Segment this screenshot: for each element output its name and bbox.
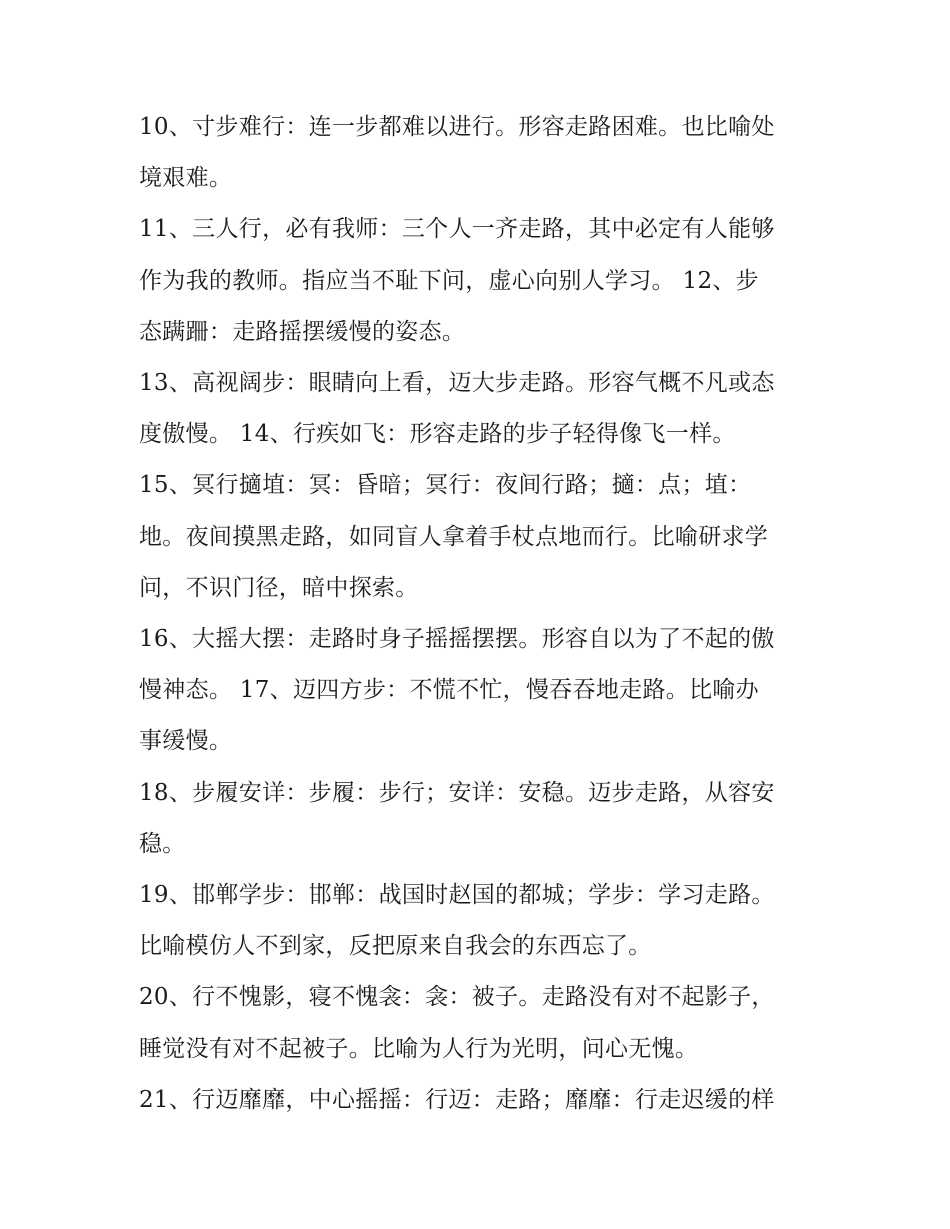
entry-11 — [139, 204, 819, 358]
entry-18 — [139, 768, 819, 870]
entry-19 — [139, 870, 819, 972]
entry-21 — [139, 1075, 819, 1126]
entry-15-line-3: 问，不识门径，暗中探索。 — [139, 574, 419, 601]
entry-15 — [139, 460, 819, 614]
entry-15-line-2: 地。夜间摸黑走路，如同盲人拿着手杖点地而行。比喻研求学 — [139, 523, 769, 550]
entry-13-line-1: 13、高视阔步：眼睛向上看，迈大步走路。形容气概不凡或态 — [139, 370, 775, 397]
entry-20 — [139, 972, 819, 1074]
document-body — [139, 102, 819, 1126]
entry-20-line-1: 20、行不愧影，寝不愧衾：衾：被子。走路没有对不起影子， — [139, 984, 775, 1011]
entry-15-line-1: 15、冥行擿埴：冥：昏暗；冥行：夜间行路；擿：点；埴： — [139, 472, 752, 499]
entry-11-line-2: 作为我的教师。指应当不耻下问，虚心向别人学习。 12、步 — [139, 267, 759, 294]
entry-10-line-1: 10、寸步难行：连一步都难以进行。形容走路困难。也比喻处 — [139, 114, 775, 140]
entry-16 — [139, 614, 819, 768]
entry-20-line-2: 睡觉没有对不起被子。比喻为人行为光明，问心无愧。 — [139, 1035, 699, 1062]
entry-16-line-1: 16、大摇大摆：走路时身子摇摇摆摆。形容自以为了不起的傲 — [139, 626, 775, 653]
entry-19-line-1: 19、邯郸学步：邯郸：战国时赵国的都城；学步：学习走路。 — [139, 882, 775, 909]
entry-11-line-3: 态蹒跚：走路摇摆缓慢的姿态。 — [139, 318, 466, 345]
entry-13 — [139, 358, 819, 460]
entry-13-line-2: 度傲慢。 14、行疾如飞：形容走路的步子轻得像飞一样。 — [139, 421, 736, 448]
entry-19-line-2: 比喻模仿人不到家，反把原来自我会的东西忘了。 — [139, 933, 652, 960]
entry-21-line-1: 21、行迈靡靡，中心摇摇：行迈：走路；靡靡：行走迟缓的样 — [139, 1086, 775, 1113]
entry-16-line-3: 事缓慢。 — [139, 728, 233, 755]
entry-18-line-2: 稳。 — [139, 830, 186, 857]
entry-11-line-1: 11、三人行，必有我师：三个人一齐走路，其中必定有人能够 — [139, 216, 775, 243]
entry-10-line-2: 境艰难。 — [139, 165, 233, 192]
entry-16-line-2: 慢神态。 17、迈四方步：不慌不忙，慢吞吞地走路。比喻办 — [139, 677, 759, 704]
entry-18-line-1: 18、步履安详：步履：步行；安详：安稳。迈步走路，从容安 — [139, 779, 775, 806]
entry-10 — [139, 102, 819, 204]
